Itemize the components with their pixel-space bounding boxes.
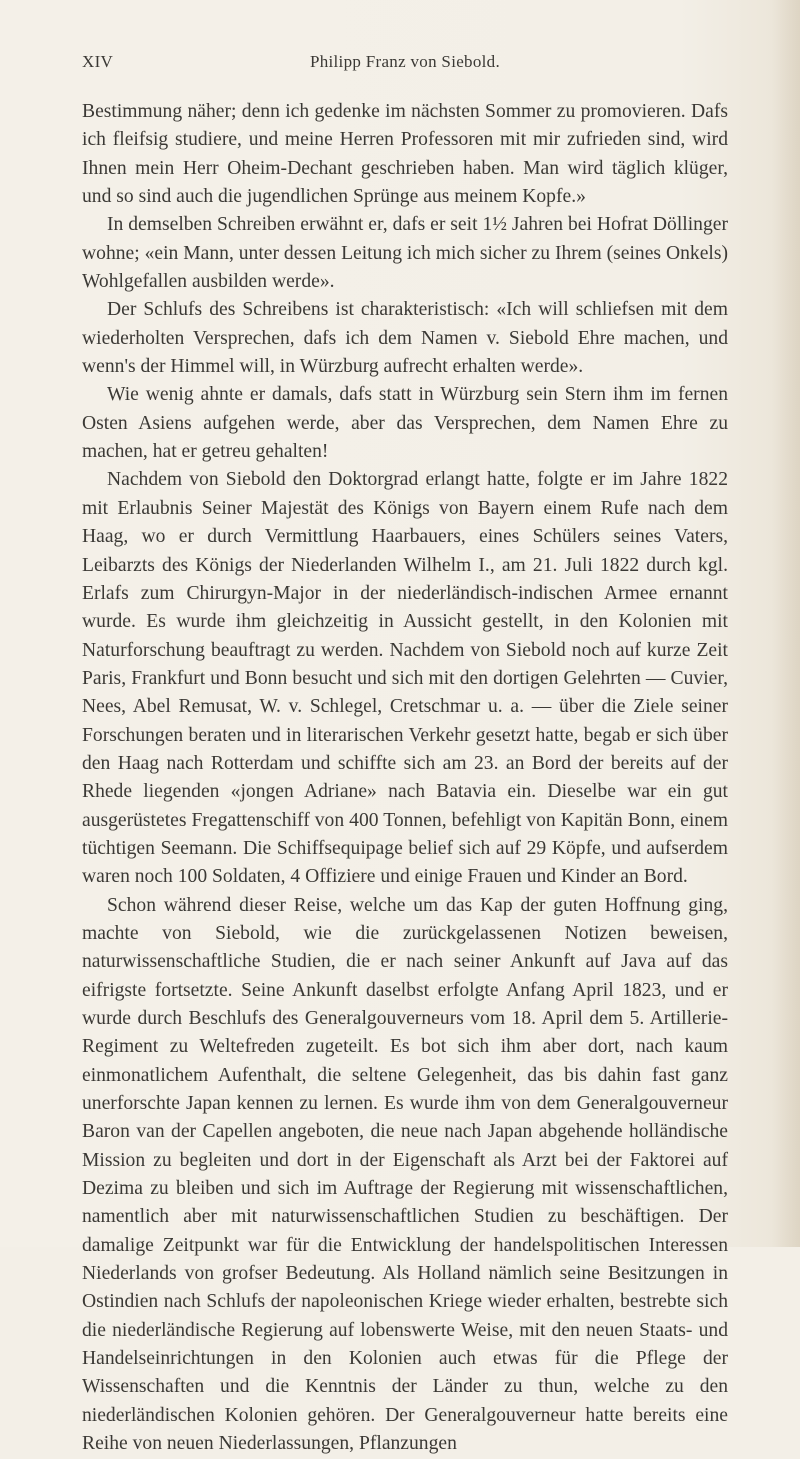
paragraph: Wie wenig ahnte er damals, dafs statt in Würzburg sein Stern ihm im fernen Osten Asiens aufgehen werde, aber das Versprechen, dem Namen Ehre zu machen, hat er getreu gehalten!: [82, 384, 728, 463]
paragraph: In demselben Schreiben erwähnt er, dafs er seit 1½ Jahren bei Hofrat Döllinger wohne; «ein Mann, unter dessen Leitung ich mich sicher zu Ihrem (seines Onkels) Wohlgefallen ausbilden werde».: [82, 214, 728, 293]
running-title: Philipp Franz von Siebold.: [309, 52, 501, 71]
paragraph: Schon während dieser Reise, welche um das Kap der guten Hoffnung ging, machte von Siebold, wie die zurückgelassenen Notizen beweisen, naturwissenschaftliche Studien, die er nach seiner Ankunft auf Java auf das eifrigste fortsetzte. Seine Ankunft daselbst erfolgte Anfang April 1823, und er wurde durch Beschlufs des Generalgouverneurs vom 18. April dem 5. Artillerie-Regiment zu Weltefreden zugeteilt. Es bot sich ihm aber dort, nach kaum einmonatlichem Aufenthalt, die seltene Gelegenheit, das bis dahin fast ganz unerforschte Japan kennen zu lernen. Es wurde ihm von dem Generalgouverneur Baron van der Capellen angeboten, die neue nach Japan abgehende holländische Mission zu begleiten und dort in der Eigenschaft als Arzt bei der Faktorei auf Dezima zu bleiben und sich im Auftrage der Regierung mit wissenschaftlichen, namentlich aber mit naturwissenschaftlichen Studien zu beschäftigen. Der damalige Zeitpunkt war für die Entwicklung der handelspolitischen Interessen Niederlands von grofser Bedeutung. Als Holland nämlich seine Besitzungen in Ostindien nach Schlufs der napoleonischen Kriege wieder erhalten, bestrebte sich die niederländische Regierung auf lobenswerte Weise, mit den neuen Staats- und Handelseinrichtungen in den Kolonien auch etwas für die Pflege der Wissenschaften und die Kenntnis der Länder zu thun, welche zu den niederländischen Kolonien gehören. Der Generalgouverneur hatte bereits eine Reihe von neuen Niederlassungen, Pflanzungen: [82, 894, 728, 1455]
page-edge-shadow: [770, 0, 800, 1247]
paragraph: Der Schlufs des Schreibens ist charakteristisch: «Ich will schliefsen mit dem wiederholten Versprechen, dafs ich dem Namen v. Siebold Ehre machen, und wenn's der Himmel will, in Würzburg aufrecht erhalten werde».: [82, 299, 728, 378]
page-number: XIV: [82, 52, 114, 71]
paragraph: Nachdem von Siebold den Doktorgrad erlangt hatte, folgte er im Jahre 1822 mit Erlaubnis Seiner Majestät des Königs von Bayern einem Rufe nach dem Haag, wo er durch Vermittlung Haarbauers, eines Schülers seines Vaters, Leibarzts des Königs der Niederlanden Wilhelm I., am 21. Juli 1822 durch kgl. Erlafs zum Chirurgyn-Major in der niederländisch-indischen Armee ernannt wurde. Es wurde ihm gleichzeitig in Aussicht gestellt, in den Kolonien mit Naturforschung beauftragt zu werden. Nachdem von Siebold noch auf kurze Zeit Paris, Frankfurt und Bonn besucht und sich mit den dortigen Gelehrten — Cuvier, Nees, Abel Remusat, W. v. Schlegel, Cretschmar u. a. — über die Ziele seiner Forschungen beraten und in literarischen Verkehr gesetzt hatte, begab er sich über den Haag nach Rotterdam und schiffte sich am 23. an Bord der bereits auf der Rhede liegenden «jongen Adriane» nach Batavia ein. Dieselbe war ein gut ausgerüstetes Fregattenschiff von 400 Tonnen, befehligt von Kapitän Bonn, einem tüchtigen Seemann. Die Schiffsequipage belief sich auf 29 Köpfe, und aufserdem waren noch 100 Soldaten, 4 Offiziere und einige Frauen und Kinder an Bord.: [82, 469, 728, 888]
page-header: [82, 52, 728, 78]
body-text: [82, 98, 728, 1459]
paragraph-continued: Bestimmung näher; denn ich gedenke im nächsten Sommer zu promovieren. Dafs ich fleifsig studiere, und meine Herren Professoren mit mir zufrieden sind, wird Ihnen mein Herr Oheim-Dechant geschrieben haben. Man wird täglich klüger, und so sind auch die jugendlichen Sprünge aus meinem Kopfe.»: [82, 101, 728, 208]
